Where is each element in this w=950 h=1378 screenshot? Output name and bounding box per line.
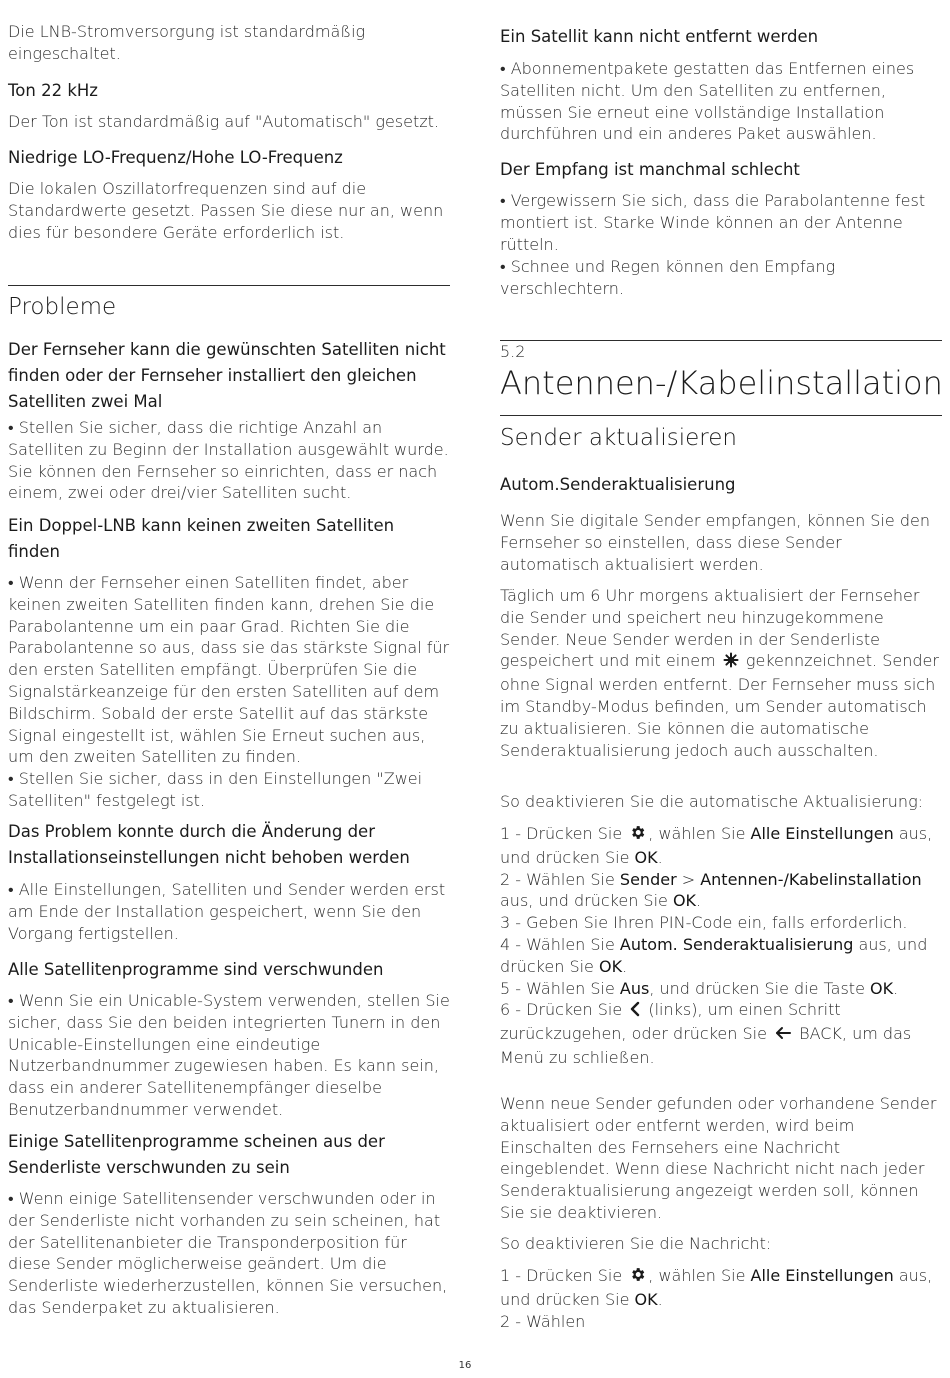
section-divider [500, 415, 942, 416]
step-2: 2 - Wählen [500, 1311, 586, 1331]
paragraph: So deaktivieren Sie die automatische Aktualisierung: [500, 792, 924, 811]
paragraph: Die LNB-Stromversorgung ist standardmäßig eingeschaltet. [8, 22, 366, 63]
problem-heading: Einige Satellitenprogramme scheinen aus der Senderliste verschwunden zu sein [8, 1132, 385, 1177]
paragraph: • Stellen Sie sicher, dass in den Einstellungen "Zwei Satelliten" festgelegt ist. [8, 769, 423, 810]
paragraph: • Wenn Sie ein Unicable-System verwenden, stellen Sie sicher, dass Sie den beiden integrierten Tunern in den Unicable-Einstellungen eine eindeutige Nutzerbandnummer zugewiesen haben. Es kann sein, dass ein anderer Satellitenempfänger dieselbe Benutzerbandnummer verwendet. [8, 991, 450, 1119]
chapter-divider [500, 340, 942, 341]
step-4: 4 - Wählen Sie Autom. Senderaktualisierung aus, und drücken Sie OK. [500, 934, 928, 976]
paragraph: Täglich um 6 Uhr morgens aktualisiert der Fernseher die Sender und speichert neu hinzugekommene Sender. Neue Sender werden in der Senderliste gespeichert und mit einem gekennzeichnet. Sender ohne Signal werden entfernt. Der Fernseher muss sich im Standby-Modus befinden, um Sender automatisch zu aktualisieren. Sie können die automatische Senderaktualisierung jedoch auch ausschalten. [500, 586, 939, 760]
paragraph: • Vergewissern Sie sich, dass die Parabolantenne fest montiert ist. Starke Winde können an der Antenne rütteln. [500, 191, 926, 254]
chapter-title: Antennen-/Kabelinstallation [500, 364, 943, 402]
problem-heading: Ein Satellit kann nicht entfernt werden [500, 27, 819, 46]
paragraph: Wenn Sie digitale Sender empfangen, können Sie den Fernseher so einstellen, dass diese Sender automatisch aktualisiert werden. [500, 511, 930, 574]
chevron-left-icon [629, 1001, 641, 1023]
star-icon [723, 652, 739, 674]
paragraph: Die lokalen Oszillatorfrequenzen sind auf die Standardwerte gesetzt. Passen Sie diese nur an, wenn dies für besondere Geräte erforderlich ist. [8, 179, 444, 242]
paragraph: • Abonnementpakete gestatten das Entfernen eines Satelliten nicht. Um den Satelliten zu entfernen, müssen Sie erneut eine vollständige Installation durchführen und ein anderes Paket auswählen. [500, 59, 915, 144]
step-3: 3 - Geben Sie Ihren PIN-Code ein, falls erforderlich. [500, 913, 908, 933]
problem-heading: Der Empfang ist manchmal schlecht [500, 160, 800, 179]
instruction-steps [500, 1265, 942, 1332]
subheading: Niedrige LO-Frequenz/Hohe LO-Frequenz [8, 148, 343, 167]
section-divider [8, 285, 450, 286]
section-heading: Probleme [8, 294, 117, 320]
problem-heading: Der Fernseher kann die gewünschten Satelliten nicht finden oder der Fernseher installiert den gleichen Satelliten zwei Mal [8, 340, 446, 411]
step-1: 1 - Drücken Sie , wählen Sie Alle Einstellungen aus, und drücken Sie OK. [500, 1266, 933, 1309]
paragraph: • Alle Einstellungen, Satelliten und Sender werden erst am Ende der Installation gespeichert, wenn Sie den Vorgang fertigstellen. [8, 880, 446, 943]
step-1: 1 - Drücken Sie , wählen Sie Alle Einstellungen aus, und drücken Sie OK. [500, 824, 933, 867]
subheading: Autom.Senderaktualisierung [500, 475, 736, 494]
chapter-number: 5.2 [500, 342, 526, 361]
paragraph: • Wenn der Fernseher einen Satelliten findet, aber keinen zweiten Satelliten finden kann, drehen Sie die Parabolantenne um ein paar Grad. Richten Sie die Parabolantenne so aus, dass sie das stärkste Signal für den ersten Satelliten empfängt. Überprüfen Sie die Signalstärkeanzeige für den ersten Satelliten auf dem Bildschirm. Sobald der erste Satellit auf das stärkste Signal eingestellt ist, wählen Sie Erneut suchen aus, um den zweiten Satelliten zu finden. [8, 573, 450, 767]
back-arrow-icon [774, 1025, 792, 1047]
gear-icon [629, 824, 646, 847]
step-5: 5 - Wählen Sie Aus, und drücken Sie die Taste OK. [500, 978, 899, 998]
section-heading: Sender aktualisieren [500, 425, 737, 451]
subheading: Ton 22 kHz [8, 81, 98, 100]
paragraph: • Schnee und Regen können den Empfang verschlechtern. [500, 257, 836, 298]
gear-icon [629, 1266, 646, 1289]
step-2: 2 - Wählen Sie Sender > Antennen-/Kabelinstallation aus, und drücken Sie OK. [500, 869, 922, 911]
problem-heading: Das Problem konnte durch die Änderung der Installationseinstellungen nicht behoben werden [8, 822, 410, 867]
page-number: 16 [458, 1360, 472, 1371]
paragraph: • Stellen Sie sicher, dass die richtige Anzahl an Satelliten zu Beginn der Installation ausgewählt wurde. Sie können den Fernseher so einrichten, dass er nach einem, zwei oder drei/vier Satelliten sucht. [8, 418, 449, 503]
instruction-steps [500, 823, 942, 1069]
problem-heading: Ein Doppel-LNB kann keinen zweiten Satelliten finden [8, 516, 395, 561]
paragraph: Der Ton ist standardmäßig auf "Automatisch" gesetzt. [8, 112, 440, 131]
paragraph: • Wenn einige Satellitensender verschwunden oder in der Senderliste nicht vorhanden zu sein scheinen, hat der Satellitenanbieter die Transponderposition für diese Sender möglicherweise geändert. Um die Senderliste wiederherzustellen, können Sie versuchen, das Senderpaket zu aktualisieren. [8, 1189, 448, 1317]
paragraph: Wenn neue Sender gefunden oder vorhandene Sender aktualisiert oder entfernt werden, wird beim Einschalten des Fernsehers eine Nachricht eingeblendet. Wenn diese Nachricht nicht nach jeder Senderaktualisierung angezeigt werden soll, können Sie sie deaktivieren. [500, 1094, 937, 1222]
problem-heading: Alle Satellitenprogramme sind verschwunden [8, 960, 384, 979]
step-6: 6 - Drücken Sie (links), um einen Schritt zurückzugehen, oder drücken Sie BACK, um das Menü zu schließen. [500, 1000, 912, 1067]
paragraph: So deaktivieren Sie die Nachricht: [500, 1234, 772, 1253]
